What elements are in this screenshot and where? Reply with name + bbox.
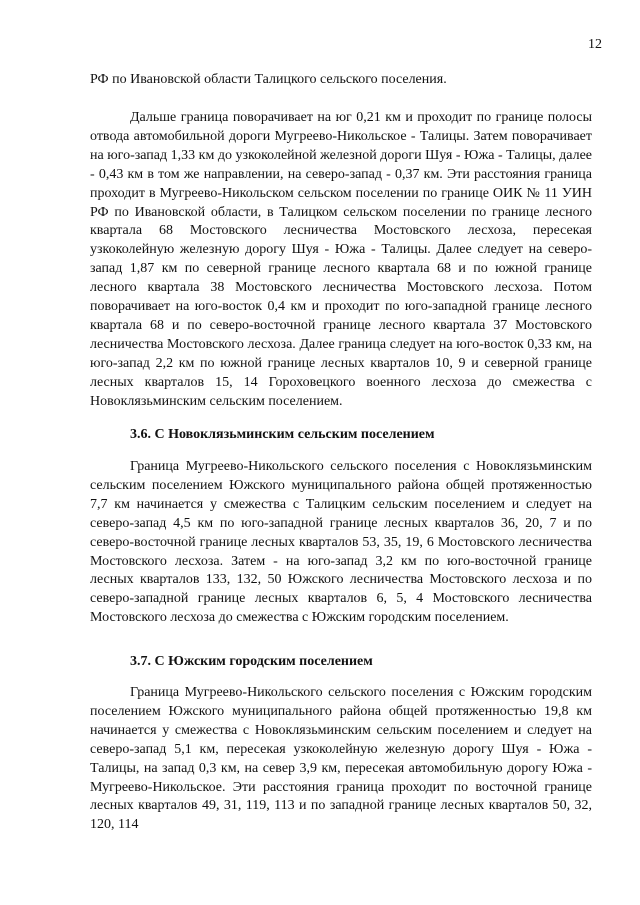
paragraph-novoklyazminskoe: Граница Мугреево-Никольского сельского поселения с Новоклязьминским сельским поселением Южского муниципального района общей протяженностью 7,7 км начинается у смежества с Талицким сельским поселением и следует на северо-запад 4,5 км по юго-западной границе лесных кварталов 36, 20, 7 и по северо-восточной границе лесных кварталов 53, 35, 19, 6 Мостовского лесничества Мостовского лесхоза. Затем - на юго-запад 3,2 км по юго-восточной границе лесных кварталов 133, 132, 50 Южского лесничества Мостовского лесхоза и по северо-западной границе лесных кварталов 6, 5, 4 Мостовского лесничества Мостовского лесхоза до смежества с Южским городским поселением.: [90, 459, 592, 626]
section-heading-3-7: 3.7. С Южским городским поселением: [130, 654, 373, 669]
paragraph-boundary-south: Дальше граница поворачивает на юг 0,21 км и проходит по границе полосы отвода автомобильной дороги Мугреево-Никольское - Талицы. Затем поворачивает на юго-запад 1,33 км до узкоколейной железной дороги Шуя - Южа - Талицы, далее - 0,43 км в том же направлении, на северо-запад - 0,37 км. Эти расстояния граница проходит в Мугреево-Никольском сельском поселении по границе ОИК № 11 УИН РФ по Ивановской области, в Талицком сельском поселении по границе лесного квартала 68 Мостовского лесничества Мостовского лесхоза, пересекая узкоколейную железную дорогу Шуя - Южа - Талицы. Далее следует на северо-запад 1,87 км по северной границе лесного квартала 68 и по южной границе лесного квартала 38 Мостовского лесничества Мостовского лесхоза. Потом поворачивает на юго-восток 0,4 км и проходит по юго-западной границе лесного квартала 68 и по северо-восточной границе лесного квартала 37 Мостовского лесничества Мостовского лесхоза. Далее граница следует на юго-восток 0,33 км, на юго-запад 2,2 км по южной границе лесных кварталов 10, 9 и северной границе лесных кварталов 15, 14 Гороховецкого военного лесхоза до смежества с Новоклязьминским сельским поселением.: [90, 110, 592, 409]
intro-line: РФ по Ивановской области Талицкого сельского поселения.: [90, 72, 447, 87]
paragraph-yuzhskoe: Граница Мугреево-Никольского сельского поселения с Южским городским поселением Южского муниципального района общей протяженностью 19,8 км начинается у смежества с Новоклязьминским сельским поселением и следует на северо-запад 5,1 км, пересекая узкоколейную железную дорогу Шуя - Южа - Талицы, на запад 0,3 км, на север 3,9 км, пересекая автомобильную дорогу Южа - Мугреево-Никольское. Эти расстояния граница проходит по восточной границе лесных кварталов 49, 31, 119, 113 и по западной границе лесных кварталов 50, 32, 120, 114: [90, 685, 592, 833]
section-heading-3-6: 3.6. С Новоклязьминским сельским поселением: [130, 427, 435, 442]
page-number: 12: [588, 37, 602, 52]
